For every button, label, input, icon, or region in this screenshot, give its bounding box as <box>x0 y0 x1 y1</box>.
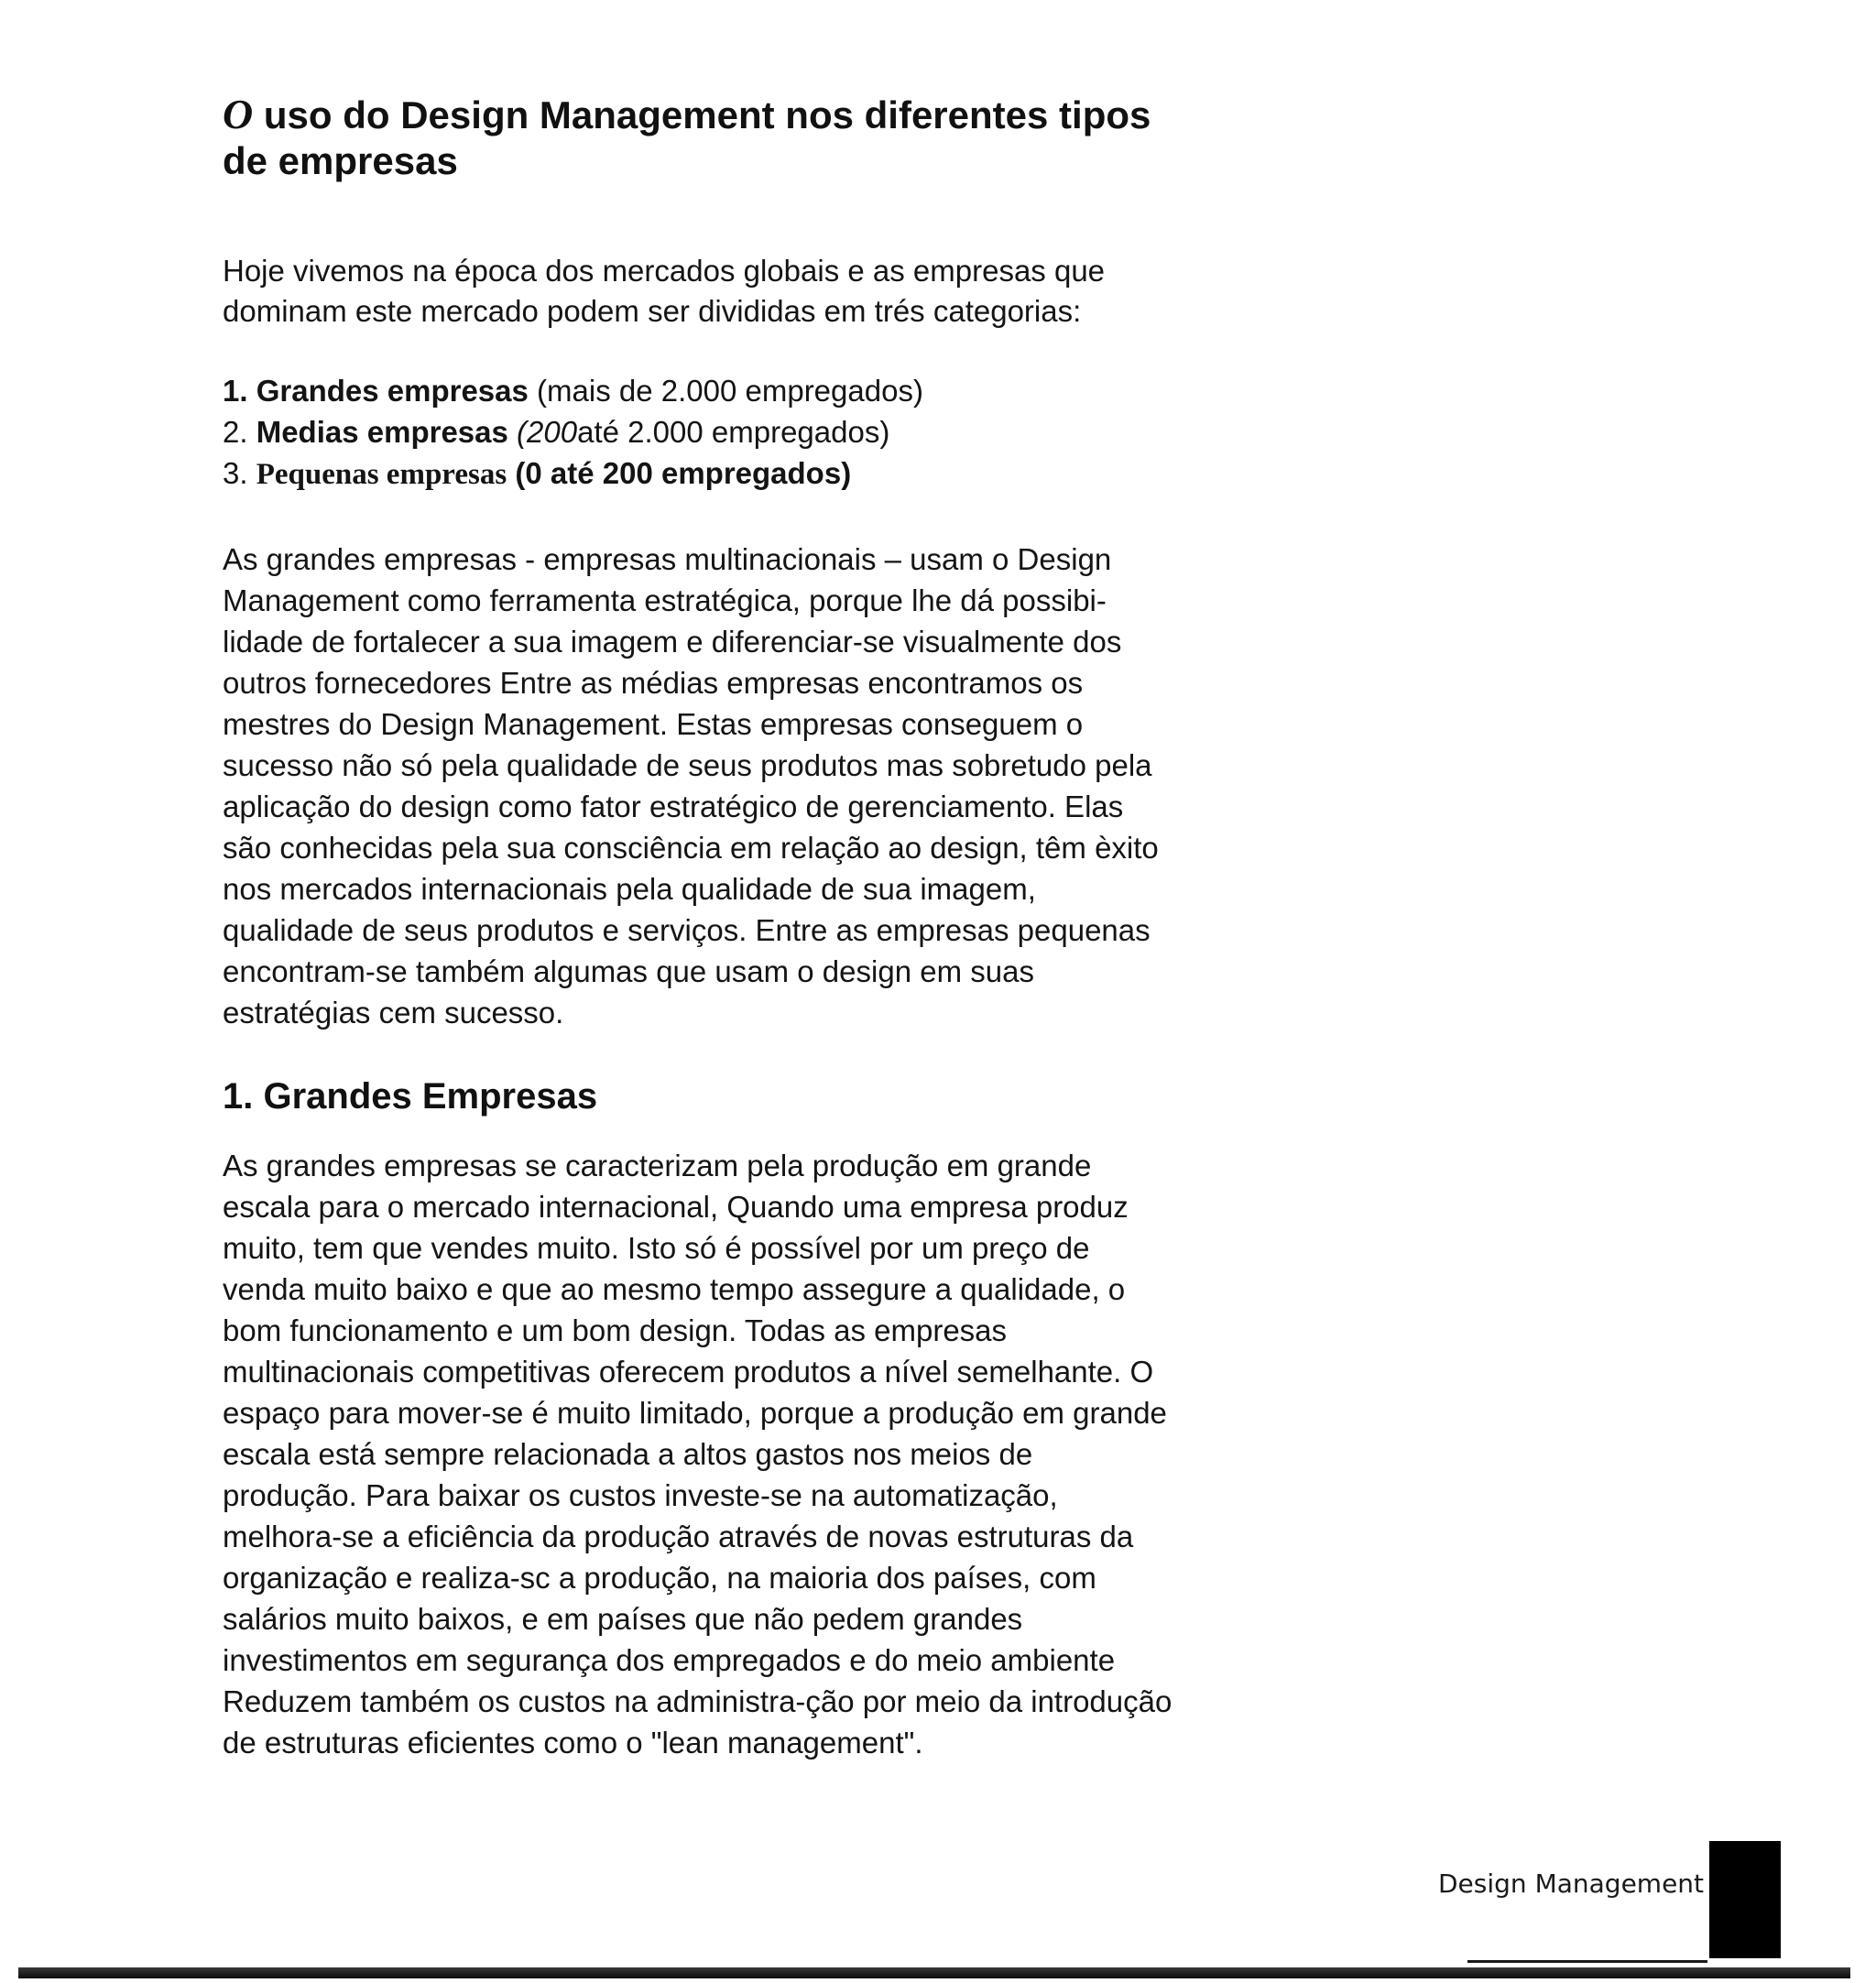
footer-black-tab <box>1709 1841 1781 1958</box>
title-line-1: uso do Design Management nos diferentes tipos <box>253 93 1151 136</box>
footer-running-title: Design Management <box>1438 1869 1705 1899</box>
list-item-number: 1. <box>223 374 248 408</box>
company-categories-list <box>223 370 923 496</box>
page-bottom-band <box>18 1967 1850 1978</box>
list-item-name: Pequenas empresas <box>256 458 507 491</box>
document-page <box>223 91 1175 1760</box>
list-item <box>223 411 923 452</box>
body-paragraph-2: As grandes empresas se caracterizam pela produção em grande escala para o mercado internacional, Quando uma empresa produz muito, tem que vendes muito. Isto só é possível por um preço de venda muito baixo e que ao mesmo tempo assegure a qualidade, o bom funcionamento e um bom design. Todas as empresas multinacionais competitivas oferecem produtos a nível semelhante. O espaço para mover-se é muito limitado, porque a produção em grande escala está sempre relacionada a altos gastos nos meios de produção. Para baixar os custos investe-se na automatização, melhora-se a eficiência da produção através de novas estruturas da organização e realiza-sc a produção, na maioria dos países, com salários muito baixos, e em países que não pedem grandes investimentos em segurança dos empregados e do meio ambiente Reduzem também os custos na administra-ção por meio da introdução de estruturas eficientes como o "lean management". <box>223 1149 1172 1760</box>
list-item-detail: (mais de 2.000 empregados) <box>537 374 923 408</box>
list-item-number: 3. <box>223 456 248 490</box>
intro-paragraph: Hoje vivemos na época dos mercados globais e as empresas que dominam este mercado podem ser divididas em trés categorias: <box>223 254 1106 328</box>
list-item <box>223 452 923 496</box>
list-item-detail-italic: (200 <box>517 415 578 449</box>
title-line-2: de empresas <box>223 139 458 182</box>
list-item-name: Medias empresas <box>256 415 508 449</box>
footer-rule <box>1467 1960 1707 1963</box>
title-initial: O <box>223 91 254 137</box>
list-item-detail: até 2.000 empregados) <box>577 415 890 449</box>
list-item-number: 2. <box>223 415 248 449</box>
page-title <box>223 92 1175 184</box>
section-heading: 1. Grandes Empresas <box>223 1076 598 1117</box>
list-item <box>223 370 923 411</box>
list-item-detail: (0 até 200 empregados) <box>515 456 852 490</box>
list-item-name: Grandes empresas <box>256 374 529 408</box>
body-paragraph-1: As grandes empresas - empresas multinacionais – usam o Design Management como ferramenta estratégica, porque lhe dá possibi-lidade de fortalecer a sua imagem e diferenciar-se visualmente dos outros fornecedores Entre as médias empresas encontramos os mestres do Design Management. Estas empresas conseguem o sucesso não só pela qualidade de seus produtos mas sobretudo pela aplicação do design como fator estratégico de gerenciamento. Elas são conhecidas pela sua consciência em relação ao design, têm èxito nos mercados internacionais pela qualidade de sua imagem, qualidade de seus produtos e serviços. Entre as empresas pequenas encontram-se também algumas que usam o design em suas estratégias cem sucesso. <box>223 542 1159 1030</box>
